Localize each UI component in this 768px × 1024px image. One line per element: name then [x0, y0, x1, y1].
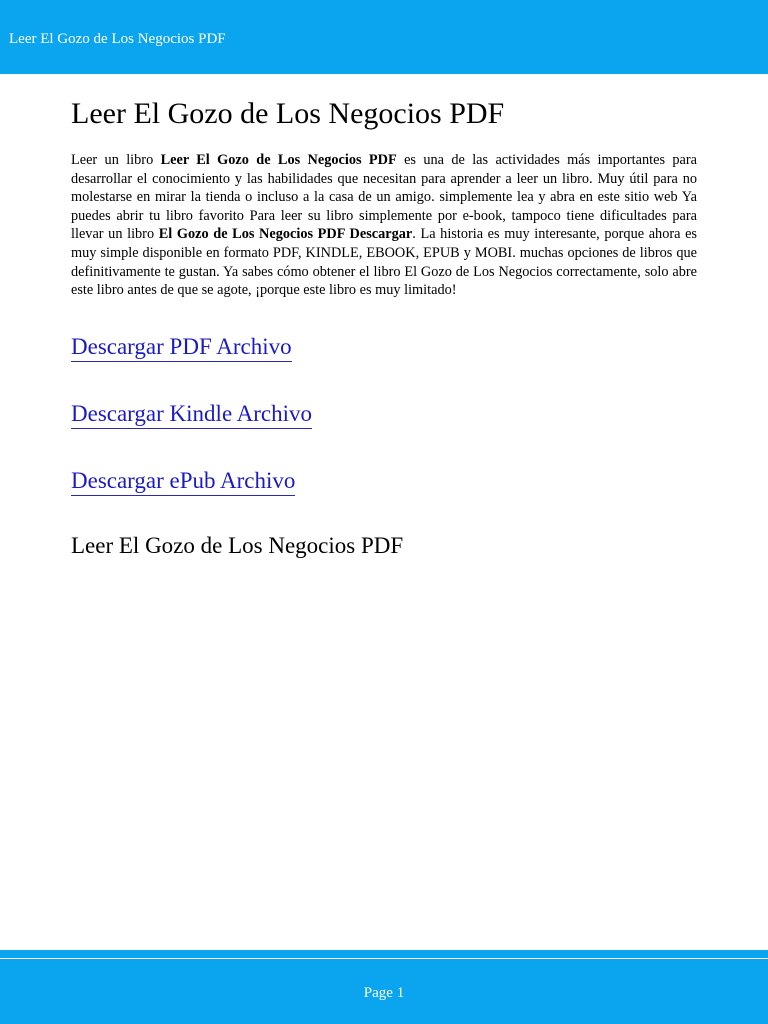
- main-content: [71, 96, 697, 560]
- intro-bold-2: El Gozo de Los Negocios PDF Descargar: [158, 226, 413, 243]
- page-number: Page 1: [363, 985, 405, 1001]
- header-bar: [0, 0, 768, 74]
- download-links: [71, 334, 697, 496]
- footer-bar: [0, 950, 768, 1024]
- intro-text-2: es una de las actividades más importantes para desarrollar el conocimiento y las habilidades que necesitan para aprender a leer un libro. Muy útil para no molestarse en mirar la tienda o incluso a la casa de un amigo. simplemente lea y abra en este sitio web Ya puedes abrir tu libro favorito Para leer su libro simplemente por e-book, tampoco tiene dificultades para llevar un libro: [71, 152, 697, 243]
- intro-paragraph: [71, 151, 697, 300]
- page-title: Leer El Gozo de Los Negocios PDF: [71, 97, 505, 130]
- intro-text-3: . La historia es muy interesante, porque ahora es muy simple disponible en formato PDF, KINDLE, EBOOK, EPUB y MOBI. muchas opciones de libros que definitivamente te gustan. Ya sabes cómo obtener el libro El Gozo de Los Negocios correctamente, solo abre este libro antes de que se agote, ¡porque este libro es muy limitado!: [71, 226, 697, 299]
- download-epub-link[interactable]: Descargar ePub Archivo: [71, 468, 295, 496]
- intro-bold-1: Leer El Gozo de Los Negocios PDF: [160, 152, 397, 168]
- header-title: Leer El Gozo de Los Negocios PDF: [9, 31, 226, 47]
- intro-text-1: Leer un libro: [71, 152, 161, 168]
- section-heading: Leer El Gozo de Los Negocios PDF: [71, 532, 404, 558]
- download-pdf-link[interactable]: Descargar PDF Archivo: [71, 334, 292, 362]
- footer-divider: [0, 958, 768, 959]
- download-kindle-link[interactable]: Descargar Kindle Archivo: [71, 401, 312, 429]
